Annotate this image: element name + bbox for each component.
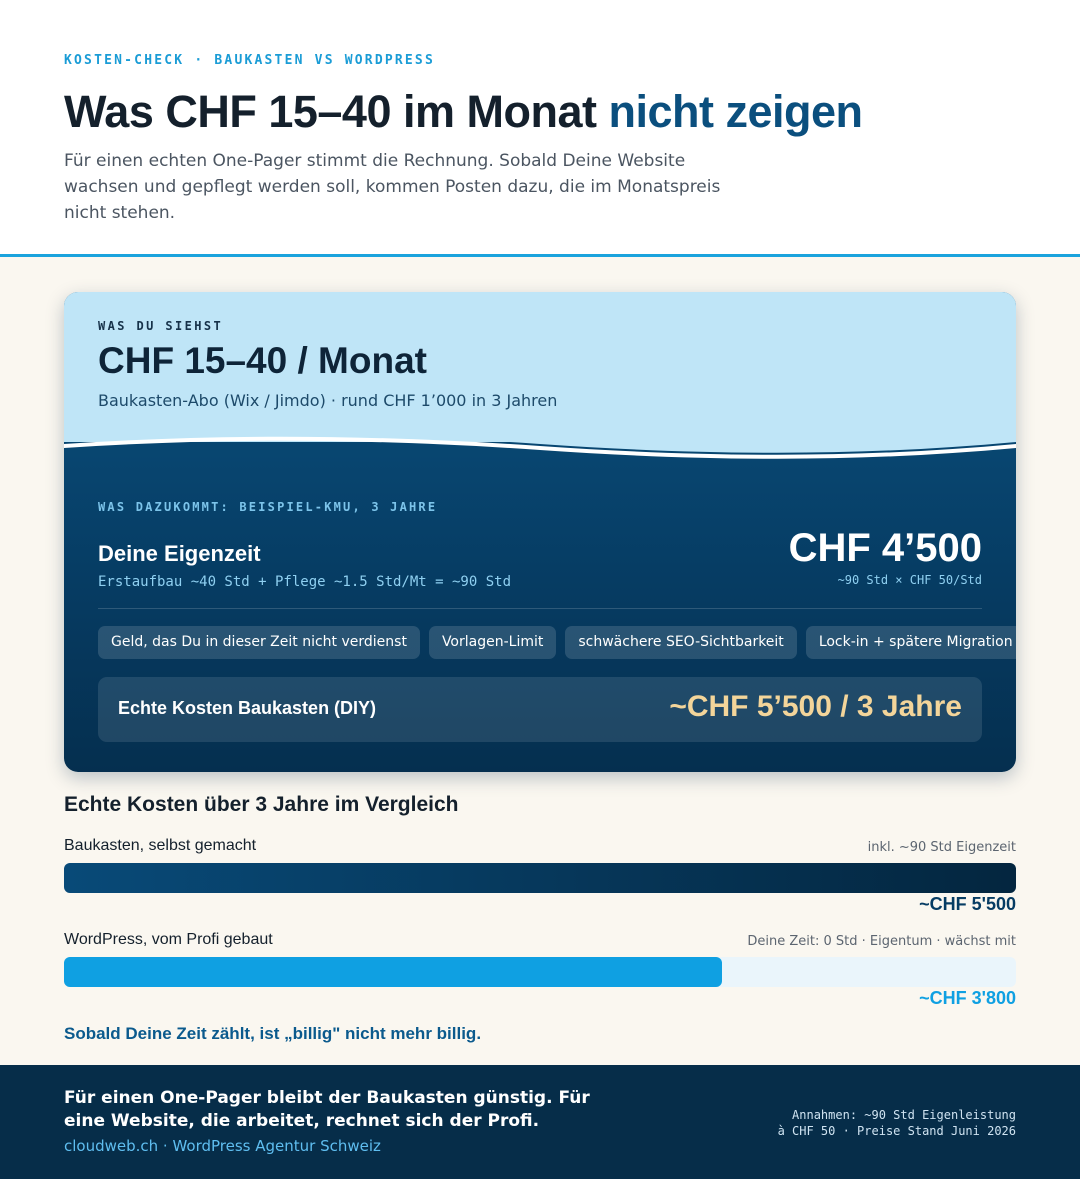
tag-lock-in: Lock-in + spätere Migration: [806, 626, 1016, 659]
page-title-main: Was CHF 15–40 im Monat: [64, 86, 609, 137]
total-cost-value: ~CHF 5’500 / 3 Jahre: [669, 690, 962, 723]
bar-fill-baukasten: [64, 863, 1016, 893]
footer-assumptions-line1: Annahmen: ~90 Std Eigenleistung: [792, 1108, 1016, 1122]
row-label-wordpress: WordPress, vom Profi gebaut: [64, 931, 273, 948]
tag-seo-visibility: schwächere SEO-Sichtbarkeit: [565, 626, 796, 659]
own-time-amount: CHF 4’500: [788, 526, 982, 570]
intro-text: Für einen echten One-Pager stimmt die Rechnung. Sobald Deine Website wachsen und gepflegt werden soll, kommen Posten dazu, die im Monatspreis nicht stehen.: [64, 151, 721, 223]
wave-divider: [64, 432, 1016, 468]
card-divider: [98, 608, 982, 609]
tag-template-limit: Vorlagen-Limit: [429, 626, 556, 659]
row-note-wordpress: Deine Zeit: 0 Std · Eigentum · wächst mit: [747, 934, 1016, 949]
row-label-baukasten: Baukasten, selbst gemacht: [64, 837, 257, 854]
tag-lost-income: Geld, das Du in dieser Zeit nicht verdienst: [98, 626, 420, 659]
own-time-rate: ~90 Std × CHF 50/Std: [837, 573, 982, 587]
page-title-accent: nicht zeigen: [608, 86, 863, 137]
comparison-title: Echte Kosten über 3 Jahre im Vergleich: [64, 793, 459, 816]
conclusion-text: Sobald Deine Zeit zählt, ist „billig" nicht mehr billig.: [64, 1024, 482, 1043]
row-value-baukasten: ~CHF 5'500: [919, 894, 1016, 914]
row-note-baukasten: inkl. ~90 Std Eigenzeit: [867, 840, 1016, 855]
page-title: [64, 86, 863, 138]
footer-assumptions: [716, 1107, 1016, 1139]
header: [0, 0, 1080, 257]
total-cost-label: Echte Kosten Baukasten (DIY): [118, 698, 377, 718]
visible-cost-subtitle: Baukasten-Abo (Wix / Jimdo) · rund CHF 1’000 in 3 Jahren: [98, 391, 558, 410]
visible-cost-label: WAS DU SIEHST: [98, 319, 224, 333]
total-cost-box: [98, 677, 982, 742]
eyebrow: KOSTEN-CHECK · BAUKASTEN VS WORDPRESS: [64, 53, 435, 68]
bar-track-wordpress: [64, 957, 1016, 987]
footer-brand-link[interactable]: cloudweb.ch · WordPress Agentur Schweiz: [64, 1137, 381, 1155]
bar-track-baukasten: [64, 863, 1016, 893]
hidden-cost-label: WAS DAZUKOMMT: BEISPIEL-KMU, 3 JAHRE: [98, 500, 438, 514]
visible-cost-panel: [64, 292, 1016, 442]
bar-fill-wordpress: [64, 957, 722, 987]
footer-main-text: Für einen One-Pager bleibt der Baukasten günstig. Für eine Website, die arbeitet, rechnet sich der Profi.: [64, 1088, 590, 1131]
hidden-cost-tags: [98, 626, 1016, 659]
own-time-title: Deine Eigenzeit: [98, 541, 261, 566]
cost-card: [64, 292, 1016, 772]
visible-cost-price: CHF 15–40 / Monat: [98, 340, 427, 381]
footer-assumptions-line2: à CHF 50 · Preise Stand Juni 2026: [777, 1124, 1016, 1138]
footer: [0, 1065, 1080, 1179]
own-time-formula: Erstaufbau ~40 Std + Pflege ~1.5 Std/Mt = ~90 Std: [98, 574, 512, 590]
row-value-wordpress: ~CHF 3'800: [919, 988, 1016, 1008]
